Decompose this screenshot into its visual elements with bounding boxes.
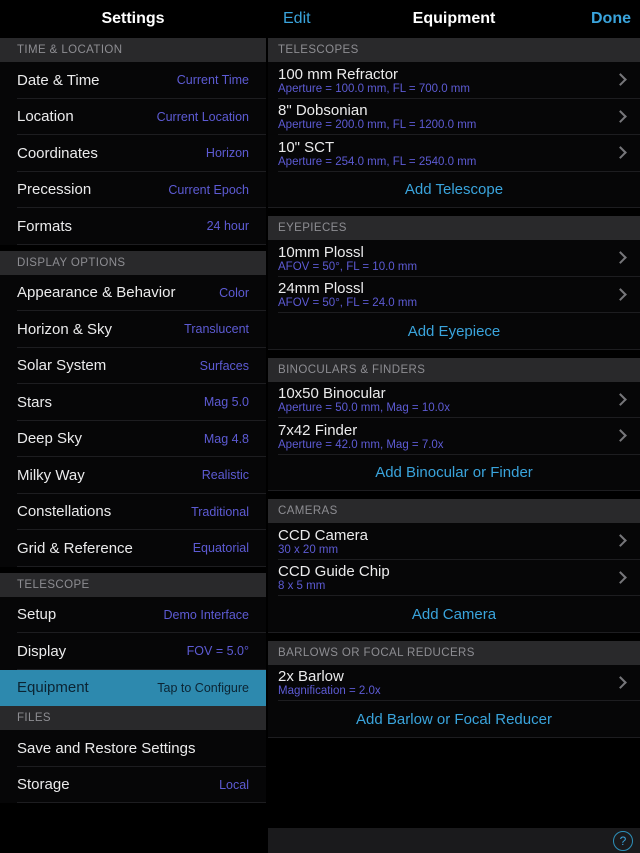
section-header-eyepieces: EYEPIECES xyxy=(268,216,640,240)
sidebar-item-value: Demo Interface xyxy=(163,607,249,622)
sidebar-item-label: Formats xyxy=(17,217,73,235)
sidebar-item-value: Horizon xyxy=(205,146,249,161)
settings-title: Settings xyxy=(0,0,266,38)
chevron-right-icon xyxy=(614,251,627,264)
equipment-item-title: 10" SCT xyxy=(278,138,335,156)
add-camera-button[interactable]: Add Camera xyxy=(268,596,640,633)
equipment-item-10-sct[interactable] xyxy=(268,135,640,172)
sidebar-item-value: Current Time xyxy=(176,73,249,88)
sidebar-item-label: Save and Restore Settings xyxy=(17,739,196,757)
sidebar-item-label: Coordinates xyxy=(17,144,98,162)
sidebar-item-precession[interactable] xyxy=(0,172,266,209)
equipment-sections xyxy=(268,38,640,738)
sidebar-item-appearance-behavior[interactable] xyxy=(0,275,266,312)
sidebar-item-value: Local xyxy=(219,777,249,792)
chevron-right-icon xyxy=(614,110,627,123)
sidebar-item-label: Storage xyxy=(17,776,70,794)
equipment-navbar xyxy=(268,0,640,38)
sidebar-item-save-and-restore-settings[interactable] xyxy=(0,730,266,767)
sidebar-item-constellations[interactable] xyxy=(0,494,266,531)
sidebar-item-milky-way[interactable] xyxy=(0,457,266,494)
sidebar-item-value: Traditional xyxy=(191,504,249,519)
equipment-item-title: 7x42 Finder xyxy=(278,421,358,439)
sidebar-item-label: Equipment xyxy=(17,679,89,697)
equipment-item-subtitle: 8 x 5 mm xyxy=(278,580,326,592)
section-header-time-location: TIME & LOCATION xyxy=(0,38,266,62)
chevron-right-icon xyxy=(614,534,627,547)
sidebar-item-solar-system[interactable] xyxy=(0,348,266,385)
sidebar-item-horizon-sky[interactable] xyxy=(0,311,266,348)
sidebar-item-display[interactable] xyxy=(0,633,266,670)
sidebar-item-label: Display xyxy=(17,642,67,660)
equipment-item-title: CCD Camera xyxy=(278,526,369,544)
chevron-right-icon xyxy=(614,676,627,689)
equipment-item-title: 24mm Plossl xyxy=(278,280,364,297)
equipment-item-title: 100 mm Refractor xyxy=(278,65,399,83)
equipment-item-title: 8" Dobsonian xyxy=(278,102,368,119)
add-eyepiece-button[interactable]: Add Eyepiece xyxy=(268,313,640,350)
add-telescope-button[interactable]: Add Telescope xyxy=(268,172,640,209)
edit-button[interactable]: Edit xyxy=(283,10,311,27)
sidebar-item-value: Translucent xyxy=(184,322,249,337)
chevron-right-icon xyxy=(614,73,627,86)
sidebar-item-deep-sky[interactable] xyxy=(0,421,266,458)
equipment-item-subtitle: AFOV = 50°, FL = 24.0 mm xyxy=(278,297,418,309)
equipment-item-subtitle: Aperture = 254.0 mm, FL = 2540.0 mm xyxy=(278,155,477,168)
settings-sidebar xyxy=(0,0,266,853)
settings-sections xyxy=(0,38,266,803)
sidebar-item-value: Mag 4.8 xyxy=(203,431,249,446)
sidebar-item-label: Stars xyxy=(17,393,53,411)
equipment-item-subtitle: AFOV = 50°, FL = 10.0 mm xyxy=(278,260,418,273)
question-mark-icon: ? xyxy=(619,833,627,848)
sidebar-item-grid-reference[interactable] xyxy=(0,530,266,567)
add-barlow-or-focal-reducer-button[interactable]: Add Barlow or Focal Reducer xyxy=(268,701,640,738)
sidebar-item-formats[interactable] xyxy=(0,208,266,245)
equipment-item-10mm-plossl[interactable] xyxy=(268,240,640,277)
sidebar-item-location[interactable] xyxy=(0,99,266,136)
sidebar-item-value: Equatorial xyxy=(192,541,249,556)
chevron-right-icon xyxy=(614,429,627,442)
equipment-panel xyxy=(268,0,640,853)
sidebar-item-value: Realistic xyxy=(201,468,249,483)
sidebar-item-label: Constellations xyxy=(17,503,112,521)
sidebar-item-coordinates[interactable] xyxy=(0,135,266,172)
sidebar-item-label: Milky Way xyxy=(17,466,85,484)
sidebar-item-label: Grid & Reference xyxy=(17,539,133,557)
sidebar-item-label: Location xyxy=(17,108,74,126)
sidebar-item-stars[interactable] xyxy=(0,384,266,421)
sidebar-item-label: Deep Sky xyxy=(17,430,83,448)
equipment-item-7x42-finder[interactable] xyxy=(268,418,640,455)
equipment-item-title: 10x50 Binocular xyxy=(278,385,386,402)
page-title: Equipment xyxy=(412,10,496,27)
equipment-item-title: 2x Barlow xyxy=(278,668,344,685)
sidebar-item-label: Appearance & Behavior xyxy=(17,284,176,302)
sidebar-item-label: Setup xyxy=(17,606,57,624)
equipment-item-ccd-camera[interactable] xyxy=(268,523,640,560)
equipment-item-title: CCD Guide Chip xyxy=(278,563,390,580)
equipment-item-8-dobsonian[interactable] xyxy=(268,99,640,136)
section-header-telescope: TELESCOPE xyxy=(0,573,266,597)
sidebar-item-value: Current Location xyxy=(156,109,249,124)
equipment-item-10x50-binocular[interactable] xyxy=(268,382,640,419)
done-button[interactable]: Done xyxy=(591,10,631,27)
equipment-item-subtitle: Magnification = 2.0x xyxy=(278,685,381,697)
sidebar-item-value: Tap to Configure xyxy=(157,680,249,695)
chevron-right-icon xyxy=(614,288,627,301)
sidebar-item-value: Surfaces xyxy=(199,358,249,373)
sidebar-item-value: FOV = 5.0° xyxy=(186,644,249,659)
bottom-toolbar xyxy=(268,828,640,853)
equipment-item-subtitle: 30 x 20 mm xyxy=(278,543,339,556)
equipment-item-subtitle: Aperture = 100.0 mm, FL = 700.0 mm xyxy=(278,82,470,95)
chevron-right-icon xyxy=(614,393,627,406)
equipment-item-100-mm-refractor[interactable] xyxy=(268,62,640,99)
sidebar-item-label: Horizon & Sky xyxy=(17,320,113,338)
section-header-cameras: CAMERAS xyxy=(268,499,640,523)
chevron-right-icon xyxy=(614,146,627,159)
sidebar-item-equipment[interactable] xyxy=(0,670,266,707)
sidebar-item-setup[interactable] xyxy=(0,597,266,634)
section-header-display-options: DISPLAY OPTIONS xyxy=(0,251,266,275)
equipment-item-subtitle: Aperture = 200.0 mm, FL = 1200.0 mm xyxy=(278,119,477,131)
equipment-item-subtitle: Aperture = 50.0 mm, Mag = 10.0x xyxy=(278,402,450,414)
sidebar-item-date-time[interactable] xyxy=(0,62,266,99)
sidebar-item-value: Color xyxy=(219,285,249,300)
add-binocular-or-finder-button[interactable]: Add Binocular or Finder xyxy=(268,455,640,492)
sidebar-item-value: Mag 5.0 xyxy=(203,395,249,410)
sidebar-item-value: Current Epoch xyxy=(168,182,249,197)
equipment-item-ccd-guide-chip[interactable] xyxy=(268,560,640,597)
equipment-item-subtitle: Aperture = 42.0 mm, Mag = 7.0x xyxy=(278,438,444,451)
sidebar-item-label: Precession xyxy=(17,181,92,199)
sidebar-item-value: 24 hour xyxy=(206,219,249,234)
section-header-files: FILES xyxy=(0,706,266,730)
sidebar-item-label: Date & Time xyxy=(17,71,100,89)
sidebar-item-storage[interactable] xyxy=(0,767,266,804)
section-header-barlows-or-focal-reducers: BARLOWS OR FOCAL REDUCERS xyxy=(268,641,640,665)
chevron-right-icon xyxy=(614,571,627,584)
equipment-item-24mm-plossl[interactable] xyxy=(268,277,640,314)
equipment-item-2x-barlow[interactable] xyxy=(268,665,640,702)
sidebar-item-label: Solar System xyxy=(17,357,107,375)
help-button[interactable] xyxy=(613,831,633,851)
section-header-telescopes: TELESCOPES xyxy=(268,38,640,62)
equipment-item-title: 10mm Plossl xyxy=(278,243,364,261)
section-header-binoculars-finders: BINOCULARS & FINDERS xyxy=(268,358,640,382)
